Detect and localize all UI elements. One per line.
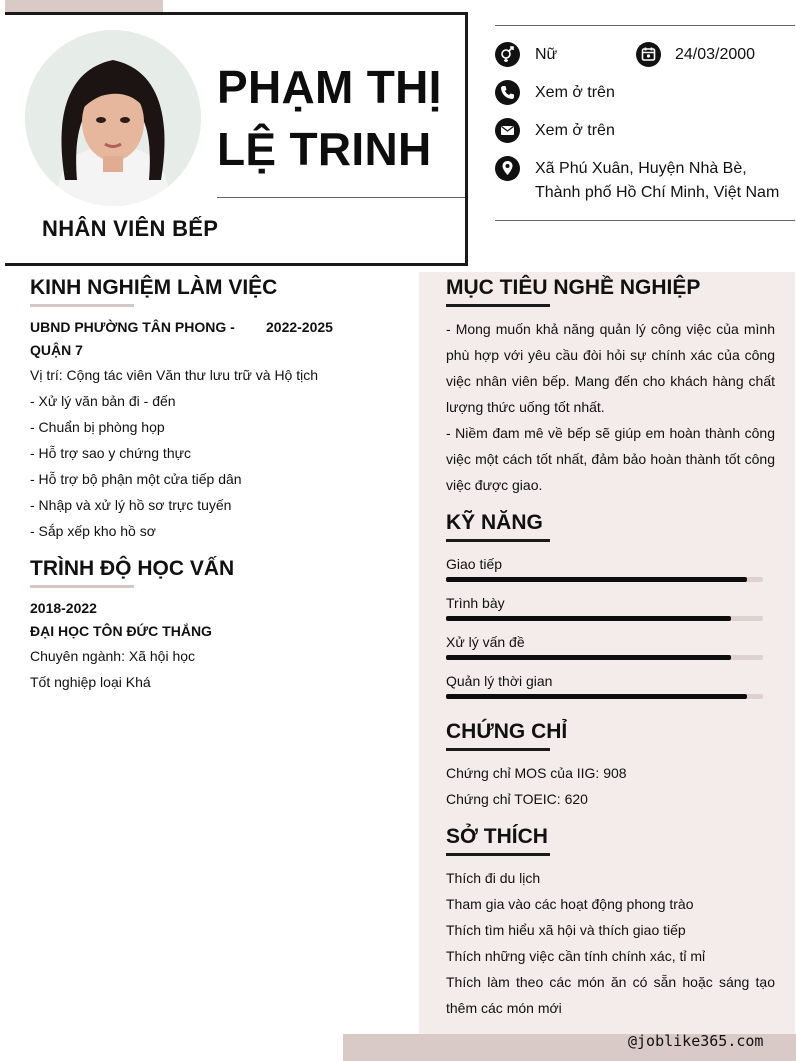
job-title: NHÂN VIÊN BẾP xyxy=(42,216,219,241)
hobby-item: Thích những việc cần tính chính xác, tỉ mỉ xyxy=(446,948,706,964)
address-value xyxy=(535,157,779,205)
hobbies-heading-underline xyxy=(446,853,550,856)
calendar-icon xyxy=(636,42,661,67)
skills-heading-underline xyxy=(446,539,550,542)
skill-label: Giao tiếp xyxy=(446,556,503,572)
hobby-item: Thích tìm hiểu xã hội và thích giao tiếp xyxy=(446,922,686,938)
skill-label: Trình bày xyxy=(446,595,505,611)
education-heading: TRÌNH ĐỘ HỌC VẤN xyxy=(30,557,235,580)
experience-duty: - Sắp xếp kho hồ sơ xyxy=(30,523,156,539)
profile-photo xyxy=(25,30,201,206)
objective-heading: MỤC TIÊU NGHỀ NGHIỆP xyxy=(446,276,701,299)
skill-bar-fill xyxy=(446,577,747,582)
objective-heading-underline xyxy=(446,304,550,307)
experience-heading-underline xyxy=(30,304,134,307)
hobby-item-last: Thích làm theo các món ăn có sẵn hoặc sáng tạo thêm các món mới xyxy=(446,974,775,1016)
hobbies-heading: SỞ THÍCH xyxy=(446,825,548,848)
address-line-2: Thành phố Hồ Chí Minh, Việt Nam xyxy=(535,184,780,201)
experience-heading: KINH NGHIỆM LÀM VIỆC xyxy=(30,276,278,299)
skill-bar-fill xyxy=(446,655,731,660)
skill-label: Xử lý vấn đề xyxy=(446,634,525,650)
experience-duty: - Nhập và xử lý hồ sơ trực tuyến xyxy=(30,497,232,513)
portrait-illustration xyxy=(25,30,201,206)
hobby-item: Thích đi du lịch xyxy=(446,870,541,886)
email-value: Xem ở trên xyxy=(535,122,615,139)
skill-label: Quản lý thời gian xyxy=(446,673,553,689)
phone-value: Xem ở trên xyxy=(535,84,615,101)
skill-bar xyxy=(446,616,763,621)
candidate-name xyxy=(217,56,457,180)
education-heading-underline xyxy=(30,585,134,588)
address-line-1: Xã Phú Xuân, Huyện Nhà Bè, xyxy=(535,160,747,177)
phone-icon xyxy=(495,80,520,105)
gender-value: Nữ xyxy=(535,46,558,63)
education-period: 2018-2022 xyxy=(30,600,97,616)
skill-bar-fill xyxy=(446,616,731,621)
info-bottom-divider xyxy=(495,220,795,221)
info-top-divider xyxy=(495,25,795,26)
skill-bar xyxy=(446,694,763,699)
education-grade: Tốt nghiệp loại Khá xyxy=(30,674,151,690)
certificates-heading: CHỨNG CHỈ xyxy=(446,720,568,743)
experience-duty: - Hỗ trợ bộ phận một cửa tiếp dân xyxy=(30,471,242,487)
skill-bar-fill xyxy=(446,694,747,699)
skills-heading: KỸ NĂNG xyxy=(446,511,543,534)
objective-paragraph-1: - Mong muốn khả năng quản lý công việc của mình phù hợp với yêu cầu đòi hỏi sự chính xác của công việc nhân viên bếp. Mang đến cho khách hàng chất lượng thức uống tốt nhất. xyxy=(446,321,775,415)
birthdate-value: 24/03/2000 xyxy=(675,46,756,63)
experience-duty: - Chuẩn bị phòng họp xyxy=(30,419,165,435)
experience-duty: - Xử lý văn bản đi - đến xyxy=(30,393,176,409)
skill-bar xyxy=(446,577,763,582)
certificate-item: Chứng chỉ MOS của IIG: 908 xyxy=(446,765,627,781)
name-line-2: LỆ TRINH xyxy=(217,123,432,175)
experience-duty: - Hỗ trợ sao y chứng thực xyxy=(30,445,191,461)
experience-period: 2022-2025 xyxy=(266,319,333,335)
skill-bar xyxy=(446,655,763,660)
name-divider xyxy=(217,197,465,198)
experience-org-line-1: UBND PHƯỜNG TÂN PHONG - xyxy=(30,319,235,335)
experience-position: Vị trí: Cộng tác viên Văn thư lưu trữ và Hộ tịch xyxy=(30,367,319,383)
experience-org-line-2: QUẬN 7 xyxy=(30,342,83,358)
location-icon xyxy=(495,156,520,181)
objective-paragraph-2: - Niềm đam mê về bếp sẽ giúp em hoàn thành công việc một cách tốt nhất, đảm bảo hoàn thành tốt công việc được giao. xyxy=(446,425,775,493)
certificate-item: Chứng chỉ TOEIC: 620 xyxy=(446,791,588,807)
education-major: Chuyên ngành: Xã hội học xyxy=(30,648,196,664)
certificates-heading-underline xyxy=(446,748,550,751)
watermark: @joblike365.com xyxy=(628,1032,764,1050)
name-line-1: PHẠM THỊ xyxy=(217,61,442,113)
mail-icon xyxy=(495,118,520,143)
education-school: ĐẠI HỌC TÔN ĐỨC THẮNG xyxy=(30,623,212,639)
hobby-item: Tham gia vào các hoạt động phong trào xyxy=(446,896,694,912)
gender-icon xyxy=(495,42,520,67)
